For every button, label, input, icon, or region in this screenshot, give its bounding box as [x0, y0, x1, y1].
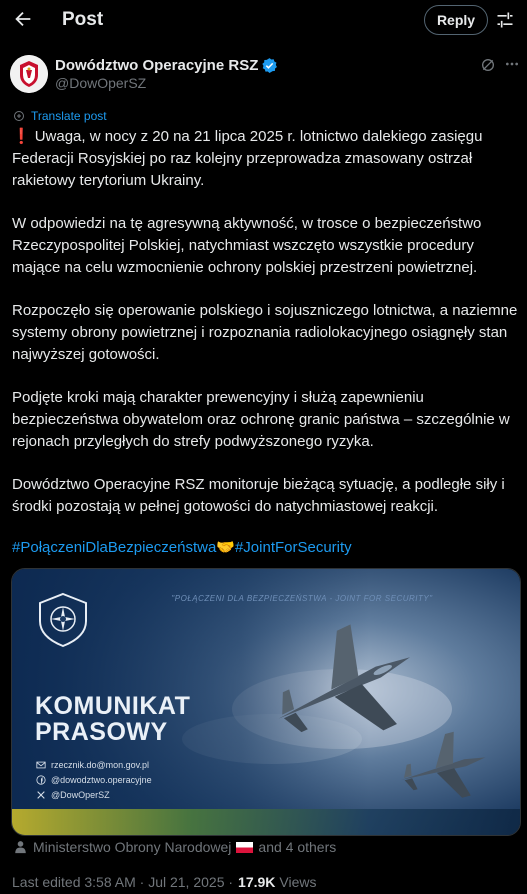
post-timestamp[interactable]: Last edited 3:58 AM · Jul 21, 2025 · — [12, 874, 234, 890]
media-title-line1: KOMUNIKAT — [35, 692, 191, 720]
post-paragraph-2: W odpowiedzi na tę agresywną aktywność, w trosce o bezpieczeństwo Rzeczypospolitej Polskiej, natychmiast wszczęto wszystkie procedury mające na celu wzmocnienie ochrony polskiej przestrzeni powietrznej. — [12, 215, 482, 276]
media-slogan: "POŁĄCZENI DLA BEZPIECZEŃSTWA - JOINT FOR SECURITY" — [171, 594, 433, 603]
media-title — [35, 693, 190, 745]
translate-post-label[interactable]: Translate post — [31, 109, 107, 123]
poland-flag-icon — [236, 842, 253, 853]
more-options-icon[interactable] — [504, 56, 520, 72]
person-icon — [14, 840, 27, 854]
verified-badge-icon — [261, 57, 278, 74]
sliders-icon[interactable] — [495, 10, 515, 30]
post-hashtags — [12, 537, 520, 559]
hashtag-jointforsecurity[interactable]: #JointForSecurity — [234, 539, 352, 556]
translate-icon — [13, 110, 25, 122]
contact-x-text: @DowOperSZ — [51, 789, 110, 800]
tagged-name[interactable]: Ministerstwo Obrony Narodowej — [33, 839, 232, 855]
author-name-text[interactable]: Dowództwo Operacyjne RSZ — [55, 57, 259, 74]
contact-facebook-text: @dowodztwo.operacyjne — [51, 774, 152, 785]
contact-email — [36, 757, 152, 772]
tagged-users[interactable] — [14, 839, 336, 855]
contact-facebook — [36, 772, 152, 787]
contact-email-text: rzecznik.do@mon.gov.pl — [51, 759, 150, 770]
post-paragraph-5: Dowództwo Operacyjne RSZ monitoruje bieżącą sytuację, a podległe siły i środki pozostają w pełnej gotowości do natychmiastowej reakcji. — [12, 476, 505, 515]
contact-x — [36, 787, 152, 802]
author-handle[interactable]: @DowOperSZ — [55, 75, 147, 91]
post-paragraph-3: Rozpoczęło się operowanie polskiego i sojuszniczego lotnictwa, a naziemne systemy obrony powietrznej i rozpoznania radiolokacyjnego osiągnęły stan najwyższej gotowości. — [12, 302, 518, 363]
media-image[interactable] — [11, 568, 521, 836]
mail-icon — [36, 760, 46, 770]
media-contacts — [36, 757, 152, 802]
dowodztwo-crest-icon — [34, 591, 92, 649]
page-title: Post — [62, 9, 104, 30]
post-paragraph-4: Podjęte kroki mają charakter prewencyjny i służą zapewnieniu bezpieczeństwa obywatelom oraz ochronę granic państwa – szczególnie w rejonach przyległych do strefy podwyższonego ryzyka. — [12, 389, 510, 450]
views-label: Views — [279, 874, 317, 890]
media-bottom-stripe — [12, 809, 521, 835]
x-logo-icon — [36, 790, 46, 800]
views-count: 17.9K — [238, 874, 276, 890]
post-paragraph-1-text: Uwaga, w nocy z 20 na 21 lipca 2025 r. lotnictwo dalekiego zasięgu Federacji Rosyjskiej po raz kolejny przeprowadza zmasowany ostrzał rakietowy terytorium Ukrainy. — [12, 128, 483, 189]
arrow-left-icon[interactable] — [12, 8, 34, 30]
top-bar — [0, 0, 527, 40]
dowodztwo-logo-icon — [10, 55, 48, 93]
handshake-emoji: 🤝 — [216, 539, 235, 556]
post-meta — [12, 874, 316, 890]
tagged-others[interactable]: and 4 others — [258, 839, 337, 855]
hashtag-polaczeni[interactable]: #PołączeniDlaBezpieczeństwa — [12, 539, 217, 556]
avatar[interactable] — [10, 55, 48, 93]
post-paragraph-1 — [12, 126, 520, 192]
reply-button[interactable]: Reply — [424, 5, 488, 35]
grok-icon[interactable] — [480, 57, 496, 73]
translate-post-link[interactable] — [13, 109, 107, 123]
exclamation-icon: ❗ — [12, 128, 31, 145]
media-title-line2: PRASOWY — [35, 718, 168, 746]
facebook-icon — [36, 775, 46, 785]
author-name[interactable] — [55, 57, 278, 74]
